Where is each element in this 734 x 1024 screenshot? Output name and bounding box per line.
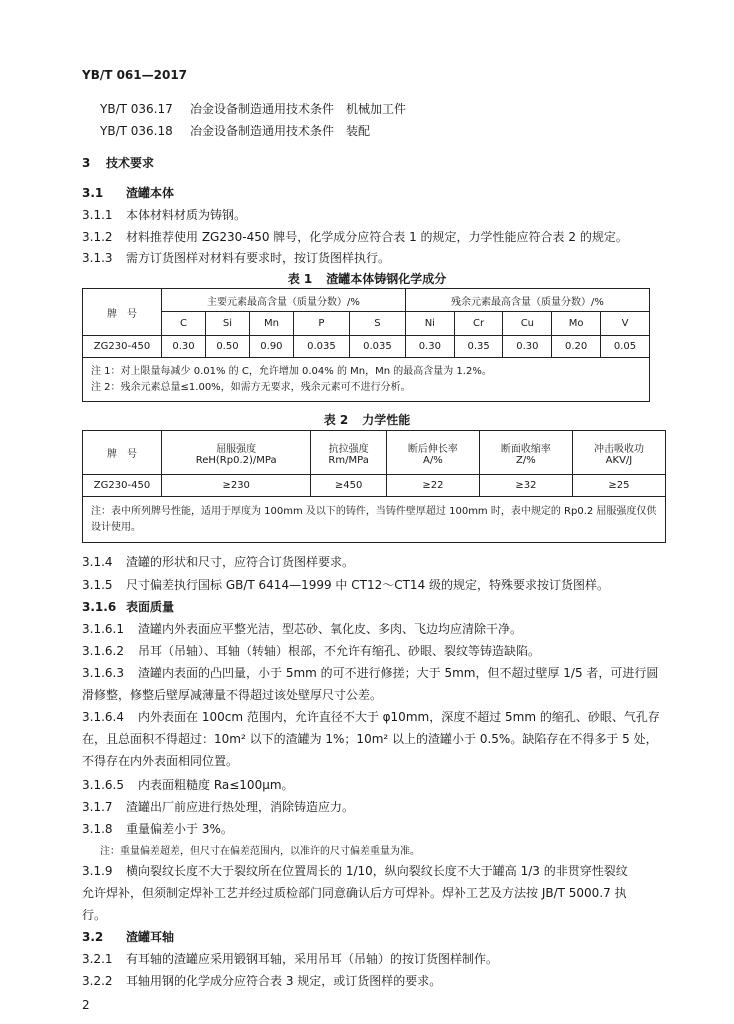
clause-text: 渣罐内外表面应平整光洁，型芯砂、氧化皮、多肉、飞边均应清除干净。 [138, 622, 523, 636]
value-cell: 0.035 [349, 336, 405, 358]
clause-text: 需方订货图样对材料有要求时，按订货图样执行。 [126, 251, 391, 265]
element-header: Ni [405, 312, 454, 336]
element-header: S [349, 312, 405, 336]
property-name: 屈服强度 [216, 443, 257, 455]
table-notes [83, 497, 666, 543]
property-name: 断面收缩率 [500, 443, 551, 455]
clause-text: 横向裂纹长度不大于裂纹所在位置周长的 1/10，纵向裂纹长度不大于罐高 1/3 的非贯穿性裂纹 [126, 864, 628, 878]
clause-number: 3.1.6.1 [82, 622, 124, 636]
clause [82, 249, 390, 267]
clause-text: 耳轴用钢的化学成分应符合表 3 规定，或订货图样的要求。 [126, 974, 442, 988]
table-header-grade: 牌 号 [83, 289, 162, 336]
element-header: C [162, 312, 206, 336]
chemical-composition-table [82, 288, 650, 402]
property-header [162, 431, 311, 475]
clause-note: 注：重量偏差超差，但尺寸在偏差范围内，以准许的尺寸偏差重量为准。 [100, 846, 420, 857]
clause-number: 3.1.6.3 [82, 666, 124, 680]
reference-code: YB/T 036.18 [100, 124, 173, 138]
table-caption-number: 表 2 [323, 413, 349, 427]
clause [82, 642, 540, 660]
value-cell: ≥32 [479, 475, 572, 497]
section-number: 3.1 [82, 186, 104, 200]
table-notes [83, 358, 650, 402]
property-name: 抗拉强度 [328, 443, 369, 455]
section-heading [82, 154, 154, 172]
property-header [311, 431, 387, 475]
page-number: 2 [82, 998, 90, 1012]
value-cell: 0.05 [601, 336, 650, 358]
grade-cell: ZG230-450 [83, 336, 162, 358]
reference-title: 冶金设备制造通用技术条件 [190, 124, 335, 138]
value-cell: 0.90 [249, 336, 293, 358]
clause-number: 3.1.1 [82, 208, 113, 222]
standard-code-header: YB/T 061—2017 [82, 68, 188, 82]
element-header: Si [205, 312, 249, 336]
clause-number: 3.1.2 [82, 230, 113, 244]
element-header: Mo [552, 312, 601, 336]
value-cell: ≥25 [572, 475, 665, 497]
clause-text: 内表面粗糙度 Ra≤100μm。 [138, 778, 294, 792]
table-header-main-elements: 主要元素最高含量（质量分数）/% [162, 289, 406, 312]
clause-continuation: 行。 [82, 908, 107, 922]
reference-title: 冶金设备制造通用技术条件 [190, 102, 335, 116]
table-caption-number: 表 1 [287, 272, 313, 286]
section-title: 渣罐耳轴 [126, 930, 175, 944]
reference-subtitle: 装配 [346, 124, 371, 138]
section-number: 3.1.6 [82, 600, 117, 614]
clause-continuation: 滑修整，修整后壁厚减薄量不得超过该处壁厚尺寸公差。 [82, 688, 383, 702]
table-caption-text: 渣罐本体铸钢化学成分 [326, 272, 447, 286]
section-number: 3.2 [82, 930, 104, 944]
section-title: 渣罐本体 [126, 186, 175, 200]
element-header: Cr [454, 312, 503, 336]
subsection-heading [82, 928, 174, 946]
clause [82, 972, 441, 990]
clause-text: 重量偏差小于 3%。 [126, 822, 233, 836]
reference-code: YB/T 036.17 [100, 102, 173, 116]
table-row [83, 336, 650, 358]
table-header-grade: 牌 号 [83, 431, 162, 475]
clause-text: 吊耳（吊轴）、耳轴（转轴）根部，不允许有缩孔、砂眼、裂纹等铸造缺陷。 [138, 644, 541, 658]
element-header: Cu [503, 312, 552, 336]
clause [82, 664, 658, 682]
clause [82, 553, 354, 571]
property-header [479, 431, 572, 475]
property-unit: A/% [423, 454, 443, 466]
clause-text: 材料推荐使用 ZG230-450 牌号，化学成分应符合表 1 的规定，力学性能应符合表 2 的规定。 [126, 230, 628, 244]
clause-text: 本体材料材质为铸钢。 [126, 208, 247, 222]
clause-continuation: 允许焊补，但须制定焊补工艺并经过质检部门同意确认后方可焊补。焊补工艺及方法按 JB/T 5000.7 执 [82, 886, 627, 900]
table-caption-text: 力学性能 [362, 413, 411, 427]
clause-number: 3.2.1 [82, 952, 113, 966]
element-header: V [601, 312, 650, 336]
clause [82, 950, 498, 968]
clause [82, 708, 660, 726]
clause-continuation: 不得存在内外表面相同位置。 [82, 754, 239, 768]
table-caption [0, 270, 734, 287]
clause [82, 620, 522, 638]
property-name: 断后伸长率 [407, 443, 458, 455]
clause-text: 渣罐出厂前应进行热处理，消除铸造应力。 [126, 800, 355, 814]
property-unit: AKV/J [605, 454, 633, 466]
clause-number: 3.1.3 [82, 251, 113, 265]
value-cell: 0.35 [454, 336, 503, 358]
clause-number: 3.1.6.2 [82, 644, 124, 658]
value-cell: 0.30 [503, 336, 552, 358]
clause-number: 3.1.8 [82, 822, 113, 836]
clause-number: 3.1.5 [82, 578, 113, 592]
element-header: Mn [249, 312, 293, 336]
property-unit: Z/% [516, 454, 536, 466]
subsection-heading [82, 184, 174, 202]
clause-number: 3.1.6.4 [82, 710, 124, 724]
clause [82, 576, 609, 594]
value-cell: ≥450 [311, 475, 387, 497]
clause [82, 820, 233, 838]
value-cell: 0.50 [205, 336, 249, 358]
clause-text: 内外表面在 100cm 范围内，允许直径不大于 φ10mm，深度不超过 5mm 的缩孔、砂眼、气孔存 [138, 710, 660, 724]
clause-number: 3.1.4 [82, 555, 113, 569]
table-caption [0, 411, 734, 428]
value-cell: 0.30 [405, 336, 454, 358]
clause-text: 尺寸偏差执行国标 GB/T 6414—1999 中 CT12～CT14 级的规定，特殊要求按订货图样。 [126, 578, 610, 592]
clause [82, 862, 628, 880]
reference-item [100, 122, 370, 140]
clause-text: 渣罐的形状和尺寸，应符合订货图样要求。 [126, 555, 355, 569]
table-note: 注 2：残余元素总量≤1.00%，如需方无要求，残余元素可不进行分析。 [91, 381, 411, 393]
value-cell: ≥230 [162, 475, 311, 497]
clause [82, 228, 628, 246]
clause-continuation: 在，且总面积不得超过：10m² 以下的渣罐为 1%；10m² 以上的渣罐小于 0.5%。缺陷存在不得多于 5 处， [82, 732, 658, 746]
element-header: P [293, 312, 349, 336]
table-header-residual-elements: 残余元素最高含量（质量分数）/% [405, 289, 649, 312]
section-title: 技术要求 [106, 156, 155, 170]
property-unit: ReH(Rp0.2)/MPa [195, 454, 277, 466]
clause-text: 渣罐内表面的凸凹量，小于 5mm 的可不进行修搓；大于 5mm，但不超过壁厚 1/5 者，可进行圆 [138, 666, 659, 680]
clause-number: 3.1.6.5 [82, 778, 124, 792]
reference-item [100, 100, 406, 118]
clause-number: 3.1.9 [82, 864, 113, 878]
property-name: 冲击吸收功 [593, 443, 644, 455]
table-note: 注 1：对上限量每减少 0.01% 的 C，允许增加 0.04% 的 Mn，Mn 的最高含量为 1.2%。 [91, 365, 492, 377]
subsection-heading [82, 598, 174, 616]
mechanical-properties-table [82, 430, 666, 543]
table-row [83, 475, 666, 497]
section-title: 表面质量 [126, 600, 175, 614]
clause-number: 3.2.2 [82, 974, 113, 988]
value-cell: 0.30 [162, 336, 206, 358]
value-cell: ≥22 [386, 475, 479, 497]
clause [82, 206, 246, 224]
property-header [386, 431, 479, 475]
clause [82, 798, 354, 816]
grade-cell: ZG230-450 [83, 475, 162, 497]
property-header [572, 431, 665, 475]
value-cell: 0.035 [293, 336, 349, 358]
value-cell: 0.20 [552, 336, 601, 358]
table-note: 注：表中所列牌号性能，适用于厚度为 100mm 及以下的铸件，当铸件壁厚超过 100mm 时，表中规定的 Rp0.2 屈服强度仅供设计使用。 [91, 505, 657, 533]
reference-subtitle: 机械加工件 [346, 102, 407, 116]
clause-text: 有耳轴的渣罐应采用锻钢耳轴，采用吊耳（吊轴）的按订货图样制作。 [126, 952, 499, 966]
clause-number: 3.1.7 [82, 800, 113, 814]
clause [82, 776, 294, 794]
property-unit: Rm/MPa [328, 454, 369, 466]
section-number: 3 [82, 156, 91, 170]
